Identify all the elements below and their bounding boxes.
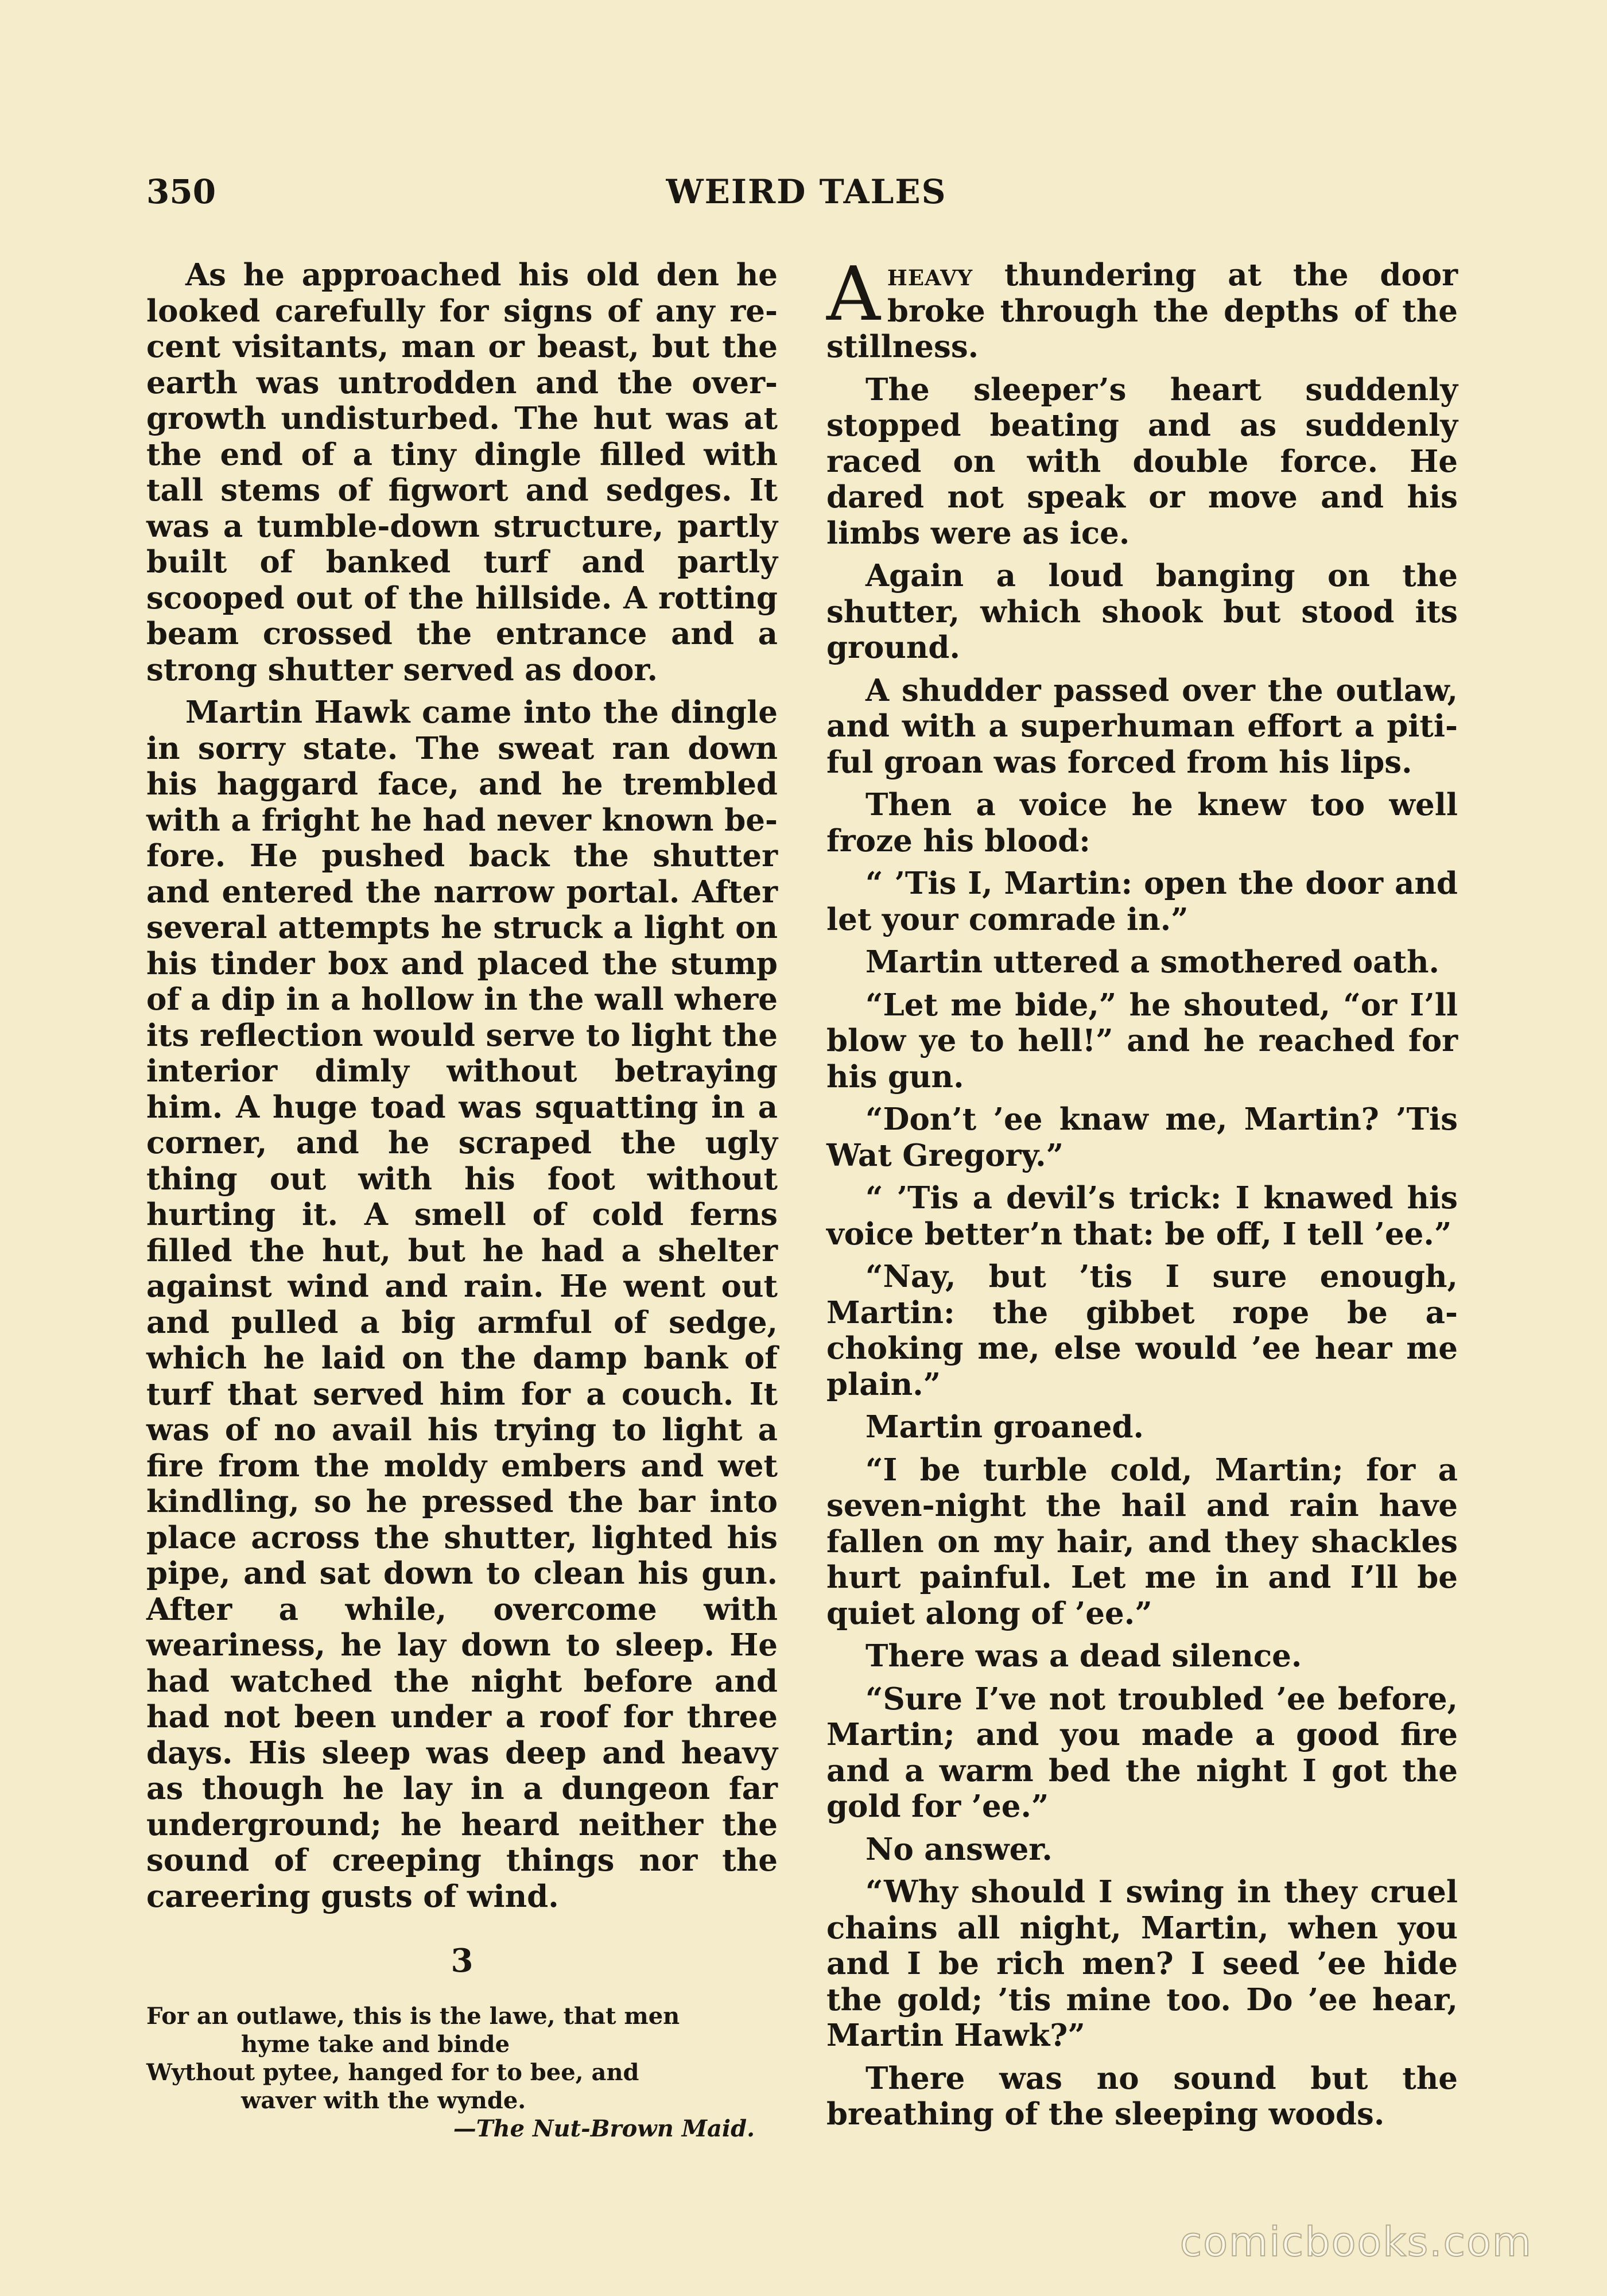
left-column: [146, 257, 778, 2143]
opening-text: thundering at the door broke through the depths of the stillness.: [826, 257, 1458, 364]
section-number: 3: [451, 1942, 473, 1980]
paragraph: “I be turble cold, Martin; for a seven-night the hail and rain have fallen on my hair, and they shackles hurt painful. Let me in and I’ll be quiet along of ’ee.”: [826, 1452, 1458, 1631]
paragraph: There was no sound but the breathing of the sleeping woods.: [826, 2060, 1458, 2132]
paragraph: “Let me bide,” he shouted, “or I’ll blow ye to hell!” and he reached for his gun.: [826, 987, 1458, 1095]
epigraph-source: —The Nut-Brown Maid.: [453, 2115, 755, 2142]
paragraph: “Don’t ’ee knaw me, Martin? ’Tis Wat Gregory.”: [826, 1102, 1458, 1173]
epigraph-line: waver with the wynde.: [241, 2086, 526, 2114]
right-column: [826, 250, 1458, 2139]
paragraph: “Why should I swing in they cruel chains all night, Martin, when you and I be rich men? I seed ’ee hide the gold; ’tis mine too. Do ’ee hear, Martin Hawk?”: [826, 1874, 1458, 2053]
paragraph: Martin Hawk came into the dingle in sorry state. The sweat ran down his haggard face, and he trembled with a fright he had never known before. He pushed back the shutter and entered the narrow portal. After several attempts he struck a light on his tinder box and placed the stump of a dip in a hollow in the wall where its reflection would serve to light the interior dimly without betraying him. A huge toad was squatting in a corner, and he scraped the ugly thing out with his foot without hurting it. A smell of cold ferns filled the hut, but he had a shelter against wind and rain. He went out and pulled a big armful of sedge, which he laid on the damp bank of turf that served him for a couch. It was of no avail his trying to light a fire from the moldy embers and wet kindling, so he pressed the bar into place across the shutter, lighted his pipe, and sat down to clean his gun. After a while, overcome with weariness, he lay down to sleep. He had watched the night before and had not been under a roof for three days. His sleep was deep and heavy as though he lay in a dungeon far underground; he heard neither the sound of creeping things nor the careering gusts of wind.: [146, 695, 778, 1914]
epigraph: [146, 2002, 778, 2143]
paragraph: The sleeper’s heart suddenly stopped beating and as suddenly raced on with double force. He dared not speak or move and his limbs were as ice.: [826, 371, 1458, 551]
paragraph: No answer.: [865, 1831, 1053, 1867]
paragraph: As he approached his old den he looked carefully for signs of any recent visitants, man or beast, but the earth was untrodden and the overgrowth undisturbed. The hut was at the end of a tiny dingle filled with tall stems of figwort and sedges. It was a tumble-down structure, partly built of banked turf and partly scooped out of the hillside. A rotting beam crossed the entrance and a strong shutter served as door.: [146, 257, 778, 688]
running-head: [146, 172, 1466, 218]
epigraph-line: hyme take and binde: [241, 2030, 510, 2058]
paragraph: Then a voice he knew too well froze his blood:: [826, 787, 1458, 859]
running-title: WEIRD TALES: [666, 172, 947, 211]
watermark: comicbooks.com: [1179, 2219, 1532, 2266]
drop-cap: A: [826, 250, 880, 338]
epigraph-line: For an outlawe, this is the lawe, that men: [146, 2002, 680, 2030]
paragraph: There was a dead silence.: [865, 1638, 1302, 1674]
page-number: 350: [146, 172, 216, 211]
paragraph: Again a loud banging on the shutter, which shook but stood its ground.: [826, 558, 1458, 665]
paragraph: Martin uttered a smothered oath.: [865, 944, 1440, 980]
paragraph: “Sure I’ve not troubled ’ee before, Martin; and you made a good fire and a warm bed the night I got the gold for ’ee.”: [826, 1681, 1458, 1824]
paragraph: A shudder passed over the outlaw, and with a superhuman effort a pitiful groan was forced from his lips.: [826, 672, 1458, 780]
paragraph: “ ’Tis I, Martin: open the door and let your comrade in.”: [826, 866, 1458, 937]
paragraph: “Nay, but ’tis I sure enough, Martin: the gibbet rope be a-choking me, else would ’ee hear me plain.”: [826, 1259, 1458, 1402]
paragraph: “ ’Tis a devil’s trick: I knawed his voice better’n that: be off, I tell ’ee.”: [826, 1180, 1458, 1252]
epigraph-line: Wythout pytee, hanged for to bee, and: [146, 2058, 639, 2086]
small-caps-lead: heavy: [887, 257, 973, 293]
paragraph: Martin groaned.: [865, 1409, 1144, 1445]
opening-paragraph: [826, 250, 1458, 365]
